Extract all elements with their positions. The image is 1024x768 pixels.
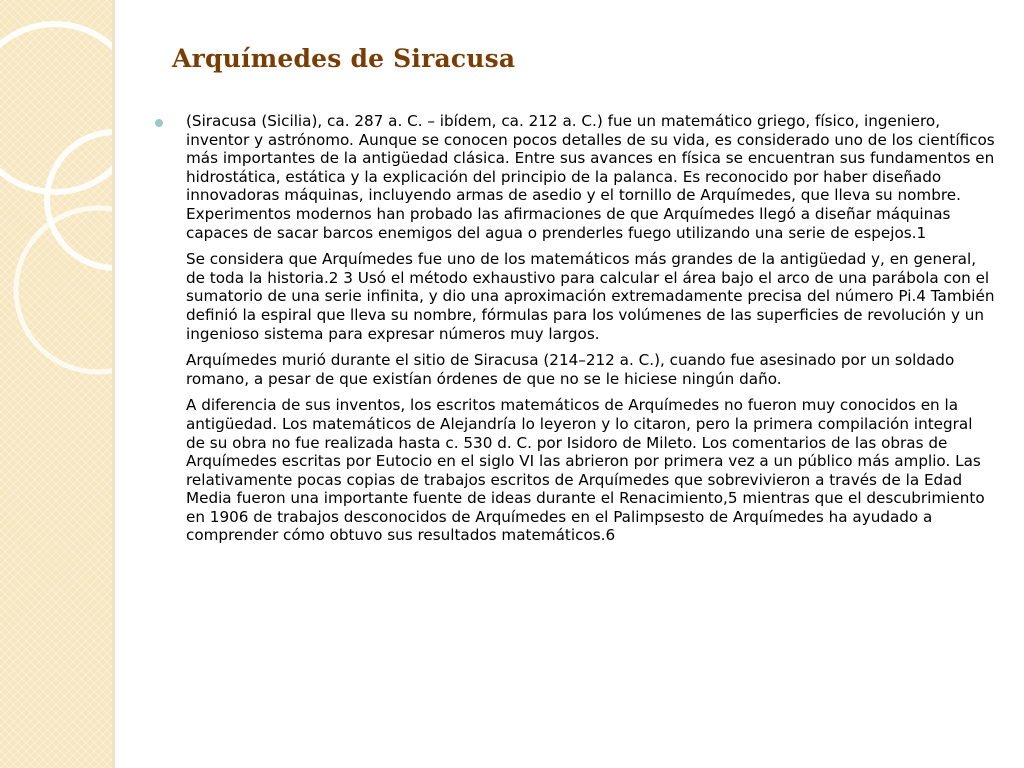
- side-panel-edge: [112, 0, 115, 768]
- bullet-icon: [155, 119, 163, 127]
- slide-title: Arquímedes de Siracusa: [172, 44, 516, 73]
- paragraph: Arquímedes murió durante el sitio de Siracusa (214–212 a. C.), cuando fue asesinado por un soldado romano, a pesar de que existían órdenes de que no se le hiciese ningún daño.: [186, 351, 955, 388]
- paragraph: Se considera que Arquímedes fue uno de los matemáticos más grandes de la antigüedad y, en general, de toda la historia.2 3 Usó el método exhaustivo para calcular el área bajo el arco de una parábola con el sumatorio de una serie infinita, y dio una aproximación extremadamente precisa del número Pi.4 También definió la espiral que lleva su nombre, fórmulas para los volúmenes de las superficies de revolución y un ingenioso sistema para expresar números muy largos.: [186, 250, 995, 343]
- decorative-side-panel: [0, 0, 112, 768]
- swirl-ornament: [0, 0, 112, 768]
- paragraph: (Siracusa (Sicilia), ca. 287 a. C. – ibídem, ca. 212 a. C.) fue un matemático griego, físico, ingeniero, inventor y astrónomo. Aunque se conocen pocos detalles de su vida, es considerado uno de los científicos más importantes de la antigüedad clásica. Entre sus avances en física se encuentran sus fundamentos en hidrostática, estática y la explicación del principio de la palanca. Es reconocido por haber diseñado innovadoras máquinas, incluyendo armas de asedio y el tornillo de Arquímedes, que lleva su nombre. Experimentos modernos han probado las afirmaciones de que Arquímedes llegó a diseñar máquinas capaces de sacar barcos enemigos del agua o prenderles fuego utilizando una serie de espejos.1: [186, 112, 995, 242]
- slide-body: [186, 112, 996, 553]
- paragraph: A diferencia de sus inventos, los escritos matemáticos de Arquímedes no fueron muy conocidos en la antigüedad. Los matemáticos de Alejandría lo leyeron y lo citaron, pero la primera compilación integral de su obra no fue realizada hasta c. 530 d. C. por Isidoro de Mileto. Los comentarios de las obras de Arquímedes escritas por Eutocio en el siglo VI las abrieron por primera vez a un público más amplio. Las relativamente pocas copias de trabajos escritos de Arquímedes que sobrevivieron a través de la Edad Media fueron una importante fuente de ideas durante el Renacimiento,5 mientras que el descubrimiento en 1906 de trabajos desconocidos de Arquímedes en el Palimpsesto de Arquímedes ha ayudado a comprender cómo obtuvo sus resultados matemáticos.6: [186, 396, 985, 545]
